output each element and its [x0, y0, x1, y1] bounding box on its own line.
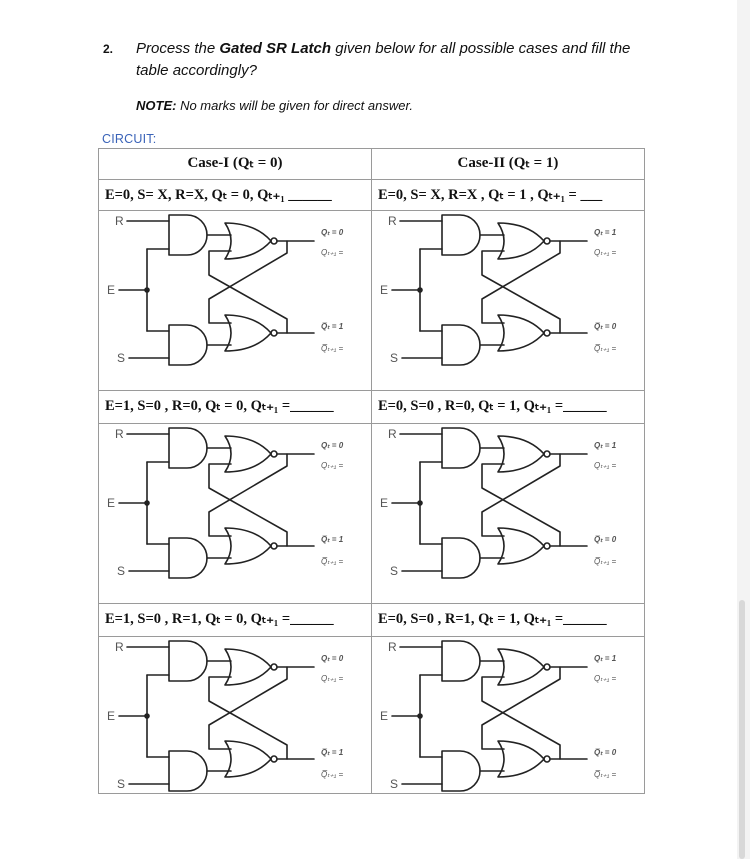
nor-bottom-bubble [544, 543, 550, 549]
latch-svg [99, 424, 371, 604]
latch-diagram [372, 211, 645, 391]
qbar-t1-label: Q̅ₜ₊₁ = [321, 344, 344, 353]
nor-top-bubble [544, 238, 550, 244]
and-gate-bottom [169, 751, 207, 791]
r-label: R [115, 427, 124, 441]
nor-top-bubble [271, 238, 277, 244]
s-label: S [390, 777, 399, 791]
question-text-bold: Gated SR Latch [219, 40, 332, 57]
r-label: R [388, 214, 397, 228]
s-label: S [390, 351, 399, 365]
r-label: R [115, 640, 124, 654]
nor-top-bubble [544, 664, 550, 670]
e-label: E [107, 283, 116, 297]
enable-junction-dot [418, 714, 422, 718]
and-gate-bottom [442, 325, 480, 365]
nor-bottom-bubble [271, 330, 277, 336]
nor-top-bubble [544, 451, 550, 457]
and-gate-top [442, 428, 480, 468]
q-t1-label: Qₜ₊₁ = [321, 248, 344, 257]
nor-gate-top [498, 436, 544, 472]
e-label: E [107, 709, 116, 723]
qbar-t1-label: Q̅ₜ₊₁ = [594, 770, 617, 779]
q-t-label: Qₜ = 0 [321, 228, 344, 237]
nor-gate-bottom [498, 528, 544, 564]
q-t1-label: Qₜ₊₁ = [321, 461, 344, 470]
r-label: R [388, 640, 397, 654]
e-label: E [380, 709, 389, 723]
and-gate-top [169, 641, 207, 681]
question-text-end: given below for all possible cases and fill the table accordingly? [136, 40, 631, 79]
latch-wiring [119, 641, 314, 791]
latch-diagram [99, 424, 372, 604]
nor-top-bubble [271, 451, 277, 457]
qbar-t1-label: Q̅ₜ₊₁ = [594, 557, 617, 566]
latch-diagram [372, 424, 645, 604]
nor-gate-top [225, 649, 271, 685]
nor-gate-top [498, 649, 544, 685]
case1-header: Case-I (Qₜ = 0) [99, 149, 372, 180]
s-label: S [117, 777, 126, 791]
latch-wiring [392, 215, 587, 365]
and-gate-bottom [442, 751, 480, 791]
question-text-start: Process the [136, 40, 220, 57]
enable-junction-dot [418, 288, 422, 292]
e-label: E [380, 496, 389, 510]
question-number: 2. [103, 42, 114, 56]
and-gate-top [442, 641, 480, 681]
and-gate-bottom [169, 325, 207, 365]
nor-gate-bottom [225, 741, 271, 777]
nor-bottom-bubble [544, 756, 550, 762]
q-t-label: Qₜ = 1 [594, 228, 617, 237]
qbar-t1-label: Q̅ₜ₊₁ = [321, 557, 344, 566]
row1-case2-condition: E=0, S= X, R=X , Qₜ = 1 , Qₜ₊₁ = ___ [372, 180, 645, 211]
qbar-t-label: Q̅ₜ = 0 [594, 535, 617, 544]
latch-svg [99, 211, 371, 391]
qbar-t-label: Q̅ₜ = 1 [321, 322, 344, 331]
nor-bottom-bubble [544, 330, 550, 336]
s-label: S [117, 564, 126, 578]
nor-gate-bottom [225, 528, 271, 564]
qbar-t-label: Q̅ₜ = 0 [594, 748, 617, 757]
q-t1-label: Qₜ₊₁ = [594, 674, 617, 683]
and-gate-bottom [442, 538, 480, 578]
nor-gate-bottom [498, 741, 544, 777]
q-t-label: Qₜ = 1 [594, 654, 617, 663]
q-t-label: Qₜ = 0 [321, 654, 344, 663]
row2-case1-condition: E=1, S=0 , R=0, Qₜ = 0, Qₜ₊₁ =______ [99, 391, 372, 424]
question-text [136, 38, 656, 82]
q-t1-label: Qₜ₊₁ = [594, 461, 617, 470]
q-t1-label: Qₜ₊₁ = [321, 674, 344, 683]
enable-junction-dot [145, 714, 149, 718]
e-label: E [380, 283, 389, 297]
r-label: R [115, 214, 124, 228]
nor-gate-top [225, 436, 271, 472]
circuit-label: CIRCUIT: [102, 132, 157, 146]
and-gate-top [169, 428, 207, 468]
row1-case1-condition: E=0, S= X, R=X, Qₜ = 0, Qₜ₊₁ ______ [99, 180, 372, 211]
nor-gate-top [498, 223, 544, 259]
and-gate-top [442, 215, 480, 255]
qbar-t-label: Q̅ₜ = 1 [321, 748, 344, 757]
latch-diagram [99, 637, 372, 794]
row2-case2-condition: E=0, S=0 , R=0, Qₜ = 1, Qₜ₊₁ =______ [372, 391, 645, 424]
row3-case2-condition: E=0, S=0 , R=1, Qₜ = 1, Qₜ₊₁ =______ [372, 604, 645, 637]
cases-table [98, 148, 645, 794]
qbar-t1-label: Q̅ₜ₊₁ = [594, 344, 617, 353]
nor-gate-bottom [225, 315, 271, 351]
enable-junction-dot [145, 501, 149, 505]
qbar-t-label: Q̅ₜ = 1 [321, 535, 344, 544]
r-label: R [388, 427, 397, 441]
latch-wiring [392, 428, 587, 578]
note-text: No marks will be given for direct answer. [176, 98, 413, 113]
qbar-t1-label: Q̅ₜ₊₁ = [321, 770, 344, 779]
row3-case1-condition: E=1, S=0 , R=1, Qₜ = 0, Qₜ₊₁ =______ [99, 604, 372, 637]
and-gate-top [169, 215, 207, 255]
latch-svg [372, 211, 644, 391]
e-label: E [107, 496, 116, 510]
note-label: NOTE: [136, 98, 177, 113]
nor-gate-top [225, 223, 271, 259]
nor-bottom-bubble [271, 543, 277, 549]
latch-diagram [372, 637, 645, 794]
vertical-scrollbar[interactable] [739, 600, 745, 859]
q-t1-label: Qₜ₊₁ = [594, 248, 617, 257]
qbar-t-label: Q̅ₜ = 0 [594, 322, 617, 331]
latch-wiring [119, 428, 314, 578]
enable-junction-dot [145, 288, 149, 292]
latch-wiring [119, 215, 314, 365]
note [136, 98, 413, 113]
latch-svg [99, 637, 371, 794]
s-label: S [390, 564, 399, 578]
latch-svg [372, 637, 644, 794]
q-t-label: Qₜ = 1 [594, 441, 617, 450]
nor-top-bubble [271, 664, 277, 670]
enable-junction-dot [418, 501, 422, 505]
latch-wiring [392, 641, 587, 791]
nor-gate-bottom [498, 315, 544, 351]
q-t-label: Qₜ = 0 [321, 441, 344, 450]
latch-diagram [99, 211, 372, 391]
latch-svg [372, 424, 644, 604]
case2-header: Case-II (Qₜ = 1) [372, 149, 645, 180]
nor-bottom-bubble [271, 756, 277, 762]
and-gate-bottom [169, 538, 207, 578]
s-label: S [117, 351, 126, 365]
